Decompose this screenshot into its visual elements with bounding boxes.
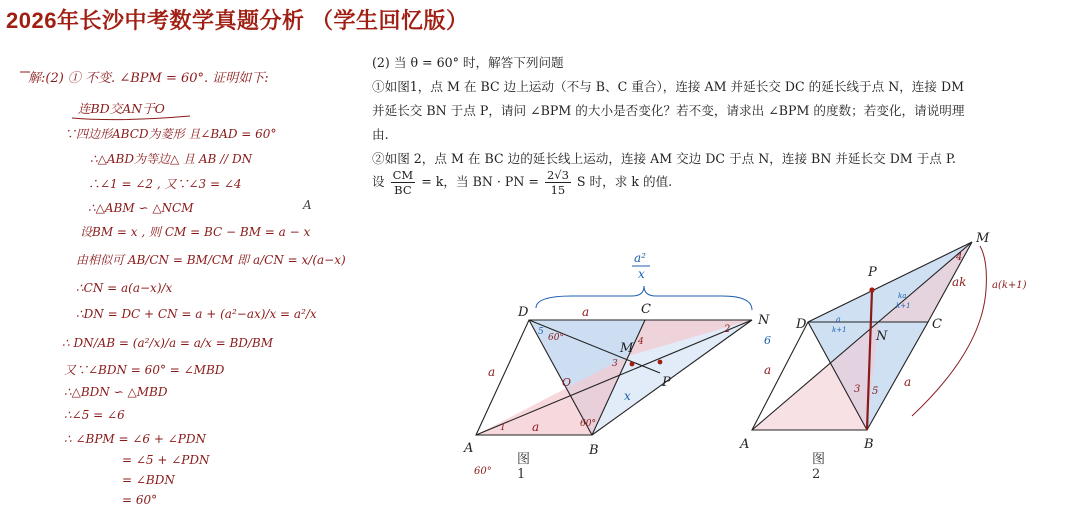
problem-line-2: ①如图1，点 M 在 BC 边上运动（不与 B、C 重合），连接 AM 并延长交 DC 的延长线于点 N，连接 DM [372,79,964,94]
solution-line-7: 设BM = x , 则 CM = BC − BM = a − x [80,225,311,239]
fig1-bm-label: x [624,389,631,403]
fig1-top-num: a² [634,251,646,265]
fig2-ang5: 5 [872,386,879,397]
fig1-ab-label: a [532,420,540,434]
fig1-ang6: 6 [764,334,771,347]
fig2-point-p: P [868,265,877,280]
solution-line-10: ∴DN = DC + CN = a + (a²−ax)/x = a²/x [76,307,317,321]
solution-line-9: ∴CN = a(a−x)/x [76,281,173,295]
handwritten-solution [0,46,360,515]
line6-prefix: 设 [372,174,385,189]
fig1-bottom-60: 60° [474,466,492,477]
fig2-point-d: D [796,317,807,332]
fig2-ak: ak [952,275,967,289]
fig2-dn-num: a [836,315,841,324]
ratio-num: CM [392,168,414,182]
fig2-dn-den: k+1 [832,326,847,334]
problem-line-3: 并延长交 BN 于点 P，请问 ∠BPM 的大小是否变化？若不变，请求出 ∠BPM 的度数；若变化，请说明理 [372,103,965,118]
fig1-ad-label: a [488,365,496,379]
fig1-point-c: C [641,302,651,317]
fig2-point-b: B [864,437,874,452]
figure-2-label: 图2 [812,452,826,482]
solution-line-17: = ∠BDN [122,473,175,487]
problem-line-4: 由. [372,127,389,142]
fig1-d60: 60° [548,333,564,343]
fig1-point-a: A [464,441,474,456]
fig1-point-d: D [518,305,529,320]
problem-line-6 [372,168,672,197]
solution-line-16: = ∠5 + ∠PDN [122,453,210,467]
fig2-point-m: M [976,231,990,246]
solution-line-15: ∴ ∠BPM = ∠6 + ∠PDN [64,432,206,446]
fig1-ang3: 3 [612,359,618,369]
fig2-nc-den: k+1 [896,302,911,310]
figure-2 [742,230,1042,475]
ratio-den: BC [394,183,412,197]
fig2-ang3: 3 [854,384,861,395]
solution-line-4: ∴△ABD为等边△ 且 AB // DN [90,152,253,166]
fig2-side: a(k+1) [992,280,1027,291]
fig1-point-n: N [758,313,770,328]
solution-line-6: ∴△ABM ∽ △NCM [88,201,194,215]
line6-middle: = k，当 BN · PN = [421,174,539,189]
solution-line-12: 又∵∠BDN = 60° = ∠MBD [64,363,225,377]
fig1-ang1: 1 [500,423,506,433]
fig1-ang5: 5 [538,327,544,337]
page-title: 2026年长沙中考数学真题分析 （学生回忆版） [6,8,469,33]
solution-line-1: 解:(2) ① 不变. ∠BPM = 60°. 证明如下: [28,71,269,86]
fig2-ang4: 4 [956,252,963,263]
solution-line-11: ∴ DN/AB = (a²/x)/a = a/x = BD/BM [62,336,274,350]
solution-line-3: ∵四边形ABCD为菱形 且∠BAD = 60° [64,127,277,141]
solution-line-2: 连BD交AN于O [78,101,165,116]
fig2-ad: a [764,363,772,377]
line6-suffix: S 时，求 k 的值. [576,174,673,189]
fig2-point-n: N [876,329,888,344]
fig1-point-o: O [562,376,572,389]
solution-line-13: ∴△BDN ∽ △MBD [64,385,168,399]
fig1-top-den: x [638,267,645,281]
area-num: 2√3 [546,168,569,182]
area-den: 15 [550,183,566,197]
problem-line-5: ②如图 2，点 M 在 BC 边的延长线上运动，连接 AM 交边 DC 于点 N，连接 BN 并延长交 DM 于点 P. [372,151,956,166]
fig2-bm: a [904,375,912,389]
fig1-point-b: B [589,443,599,458]
figure-1-label: 图1 [517,452,531,482]
area-fraction [545,168,571,197]
fig1-b60: 60° [580,419,596,429]
fig1-dc-label: a [582,305,590,319]
fig2-point-a: A [740,437,750,452]
fig2-point-c: C [932,317,942,332]
fig1-ang4: 4 [638,337,644,347]
solution-line-18: = 60° [122,493,158,507]
solution-line-5: ∴∠1 = ∠2 , 又∵∠3 = ∠4 [88,177,242,191]
solution-line-8: 由相似可 AB/CN = BM/CM 即 a/CN = x/(a−x) [76,253,346,267]
fig2-nc-num: ka [898,292,907,300]
fig1-ang2: 2 [724,324,731,335]
problem-line-1: (2) 当 θ = 60° 时，解答下列问题 [372,55,564,70]
stray-label-a: A [303,198,312,212]
fig1-point-m: M [620,341,634,356]
fig1-point-p: P [662,375,671,390]
solution-line-14: ∴∠5 = ∠6 [64,408,125,422]
ratio-fraction [391,168,416,197]
